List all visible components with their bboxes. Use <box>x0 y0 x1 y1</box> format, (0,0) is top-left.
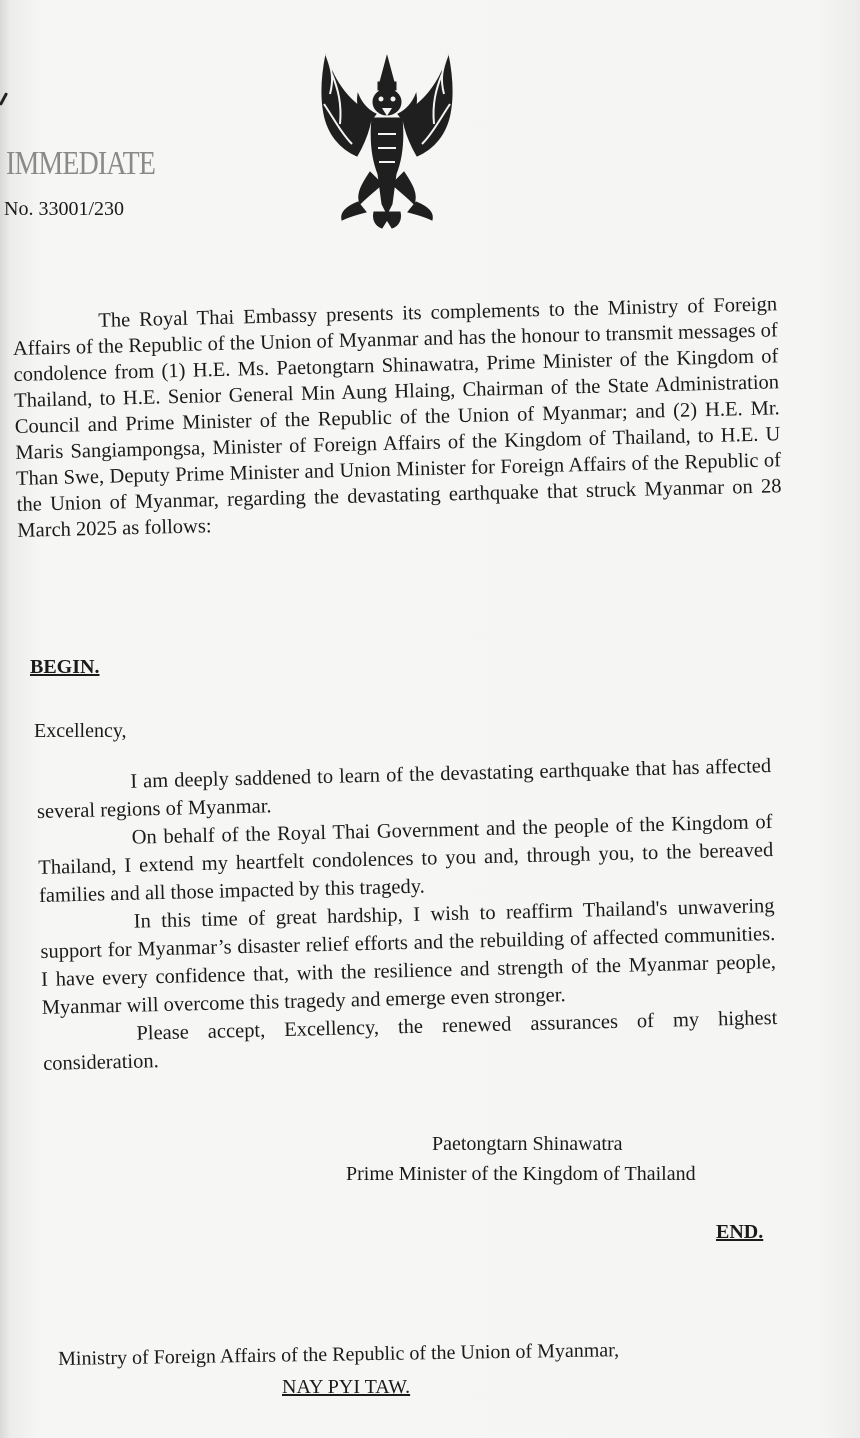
garuda-emblem-icon <box>312 44 462 234</box>
begin-marker: BEGIN. <box>30 656 100 678</box>
pen-mark <box>0 92 8 106</box>
signatory-title: Prime Minister of the Kingdom of Thailand <box>346 1163 696 1185</box>
reference-number: No. 33001/230 <box>4 198 124 220</box>
addressee-city: NAY PYI TAW. <box>282 1376 411 1398</box>
addressee-line: Ministry of Foreign Affairs of the Republic of the Union of Myanmar, <box>58 1339 620 1370</box>
priority-stamp: IMMEDIATE <box>6 145 156 182</box>
note-paragraph: The Royal Thai Embassy presents its complements to the Ministry of Foreign Affairs of the Republic of the Union of Myanmar and has the honour to transmit messages of condolence from (1) H.E. Ms. Paetongtarn Shinawatra, Prime Minister of the Kingdom of Thailand, to H.E. Senior General Min Aung Hlaing, Chairman of the State Administration Council and Prime Minister of the Republic of the Union of Myanmar; and (2) H.E. Mr. Maris Sangiampongsa, Minister of Foreign Affairs of the Kingdom of Thailand, to H.E. U Than Swe, Deputy Prime Minister and Union Minister for Foreign Affairs of the Republic of the Union of Myanmar, regarding the devastating earthquake that struck Myanmar on 28 March 2025 as follows: <box>12 293 782 542</box>
end-marker: END. <box>716 1221 764 1243</box>
salutation: Excellency, <box>34 720 127 742</box>
message-paragraph: In this time of great hardship, I wish to reaffirm Thailand's unwavering support for Myanmar’s disaster relief efforts and the rebuilding of affected communities. I have every confidence that, with the resilience and strength of the Myanmar people, Myanmar will overcome this tragedy and emerge even stronger. <box>40 894 777 1019</box>
message-paragraph: I am deeply saddened to learn of the devastating earthquake that has affected several regions of Myanmar. <box>36 755 772 823</box>
message-paragraph: Please accept, Excellency, the renewed assurances of my highest consideration. <box>42 1006 778 1075</box>
signatory-name: Paetongtarn Shinawatra <box>432 1133 623 1155</box>
note-body <box>12 291 782 544</box>
message-body <box>36 752 778 1078</box>
message-paragraph: On behalf of the Royal Thai Government and the people of the Kingdom of Thailand, I extend my heartfelt condolences to you and, through you, to the bereaved families and all those impacted by this tragedy. <box>38 811 774 907</box>
